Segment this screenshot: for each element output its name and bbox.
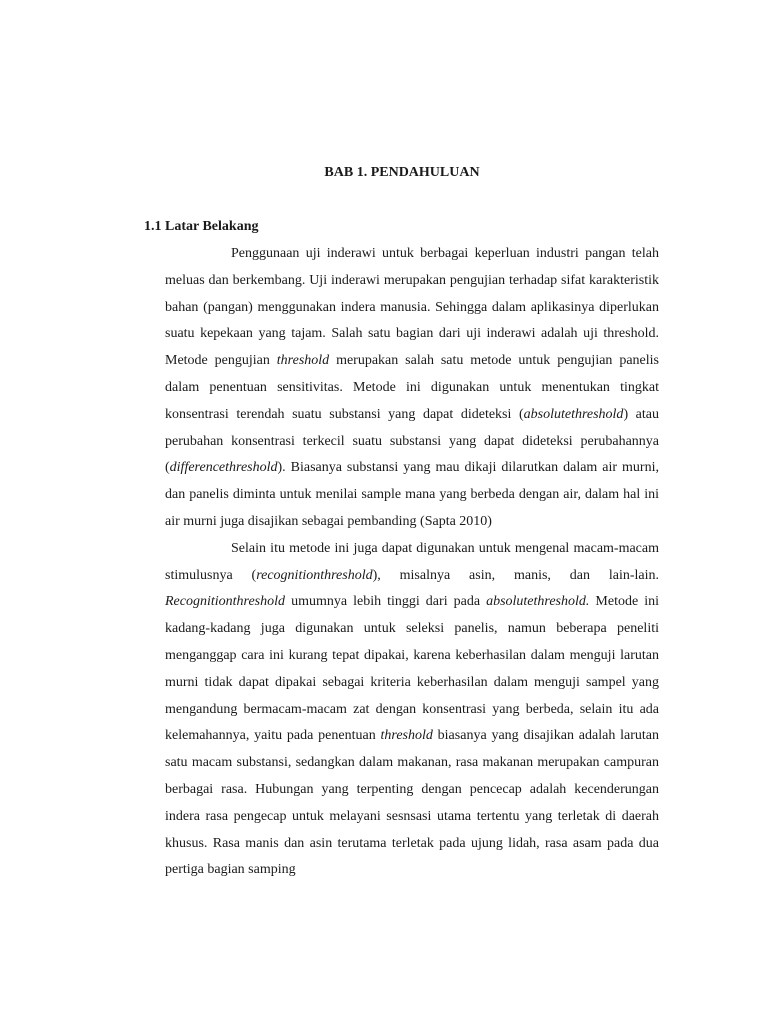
text-segment: umumnya lebih tinggi dari pada — [285, 594, 487, 610]
text-segment: ). Biasanya substansi yang mau dikaji dilarutkan dalam air murni, dan panelis diminta untuk menilai sample mana yang berbeda dengan air, dalam hal ini air murni juga disajikan sebagai pembanding (Sapta 2010) — [165, 460, 659, 529]
chapter-title: BAB 1. PENDAHULUAN — [324, 165, 480, 180]
text-segment: Penggunaan uji inderawi untuk berbagai keperluan industri pangan telah meluas dan berkembang. Uji inderawi merupakan pengujian terhadap sifat karakteristik bahan (pangan) menggunakan indera manusia. Sehingga dalam aplikasinya diperlukan suatu kepekaan yang tajam. Salah satu bagian dari uji inderawi adalah uji threshold. Metode pengujian — [165, 246, 659, 369]
text-segment: Metode ini kadang-kadang juga digunakan untuk seleksi panelis, namun beberapa peneliti menganggap cara ini kurang tepat dipakai, karena keberhasilan dalam menguji larutan murni tidak dapat dipakai sebagai kriteria keberhasilan dalam menguji sampel yang mengandung bermacam-macam zat dengan konsentrasi yang berbeda, selain itu ada kelemahannya, yaitu pada penentuan — [165, 594, 659, 744]
italic-term: differencethreshold — [169, 460, 278, 476]
text-segment: ), misalnya asin, manis, dan lain-lain. — [372, 567, 659, 583]
paragraph-2 — [165, 536, 659, 884]
italic-term: Recognitionthreshold — [165, 594, 286, 610]
body-text — [165, 241, 659, 884]
italic-term: threshold — [276, 353, 330, 369]
text-segment: biasanya yang disajikan adalah larutan satu macam substansi, sedangkan dalam makanan, rasa makanan merupakan campuran berbagai rasa. Hubungan yang terpenting dengan pencecap adalah kecenderungan indera rasa pengecap untuk melayani sesnsasi utama tertentu yang terletak di daerah khusus. Rasa manis dan asin terutama terletak pada ujung lidah, rasa asam pada dua pertiga bagian samping — [165, 728, 659, 878]
paragraph-1 — [165, 241, 659, 536]
text-segment: ) atau perubahan konsentrasi terkecil suatu substansi yang dapat dideteksi perubahannya ( — [165, 406, 659, 476]
italic-term: recognitionthreshold — [256, 567, 373, 583]
text-segment: merupakan salah satu metode untuk pengujian panelis dalam penentuan sensitivitas. Metode ini digunakan untuk menentukan tingkat konsentrasi terendah suatu substansi yang dapat dideteksi ( — [165, 353, 659, 422]
italic-term: absolutethreshold. — [486, 594, 590, 610]
text-segment: Selain itu metode ini juga dapat digunakan untuk mengenal macam-macam stimulusnya ( — [165, 540, 659, 583]
section-heading: 1.1 Latar Belakang — [144, 219, 259, 234]
italic-term: threshold — [380, 728, 433, 744]
italic-term: absolutethreshold — [523, 406, 624, 422]
